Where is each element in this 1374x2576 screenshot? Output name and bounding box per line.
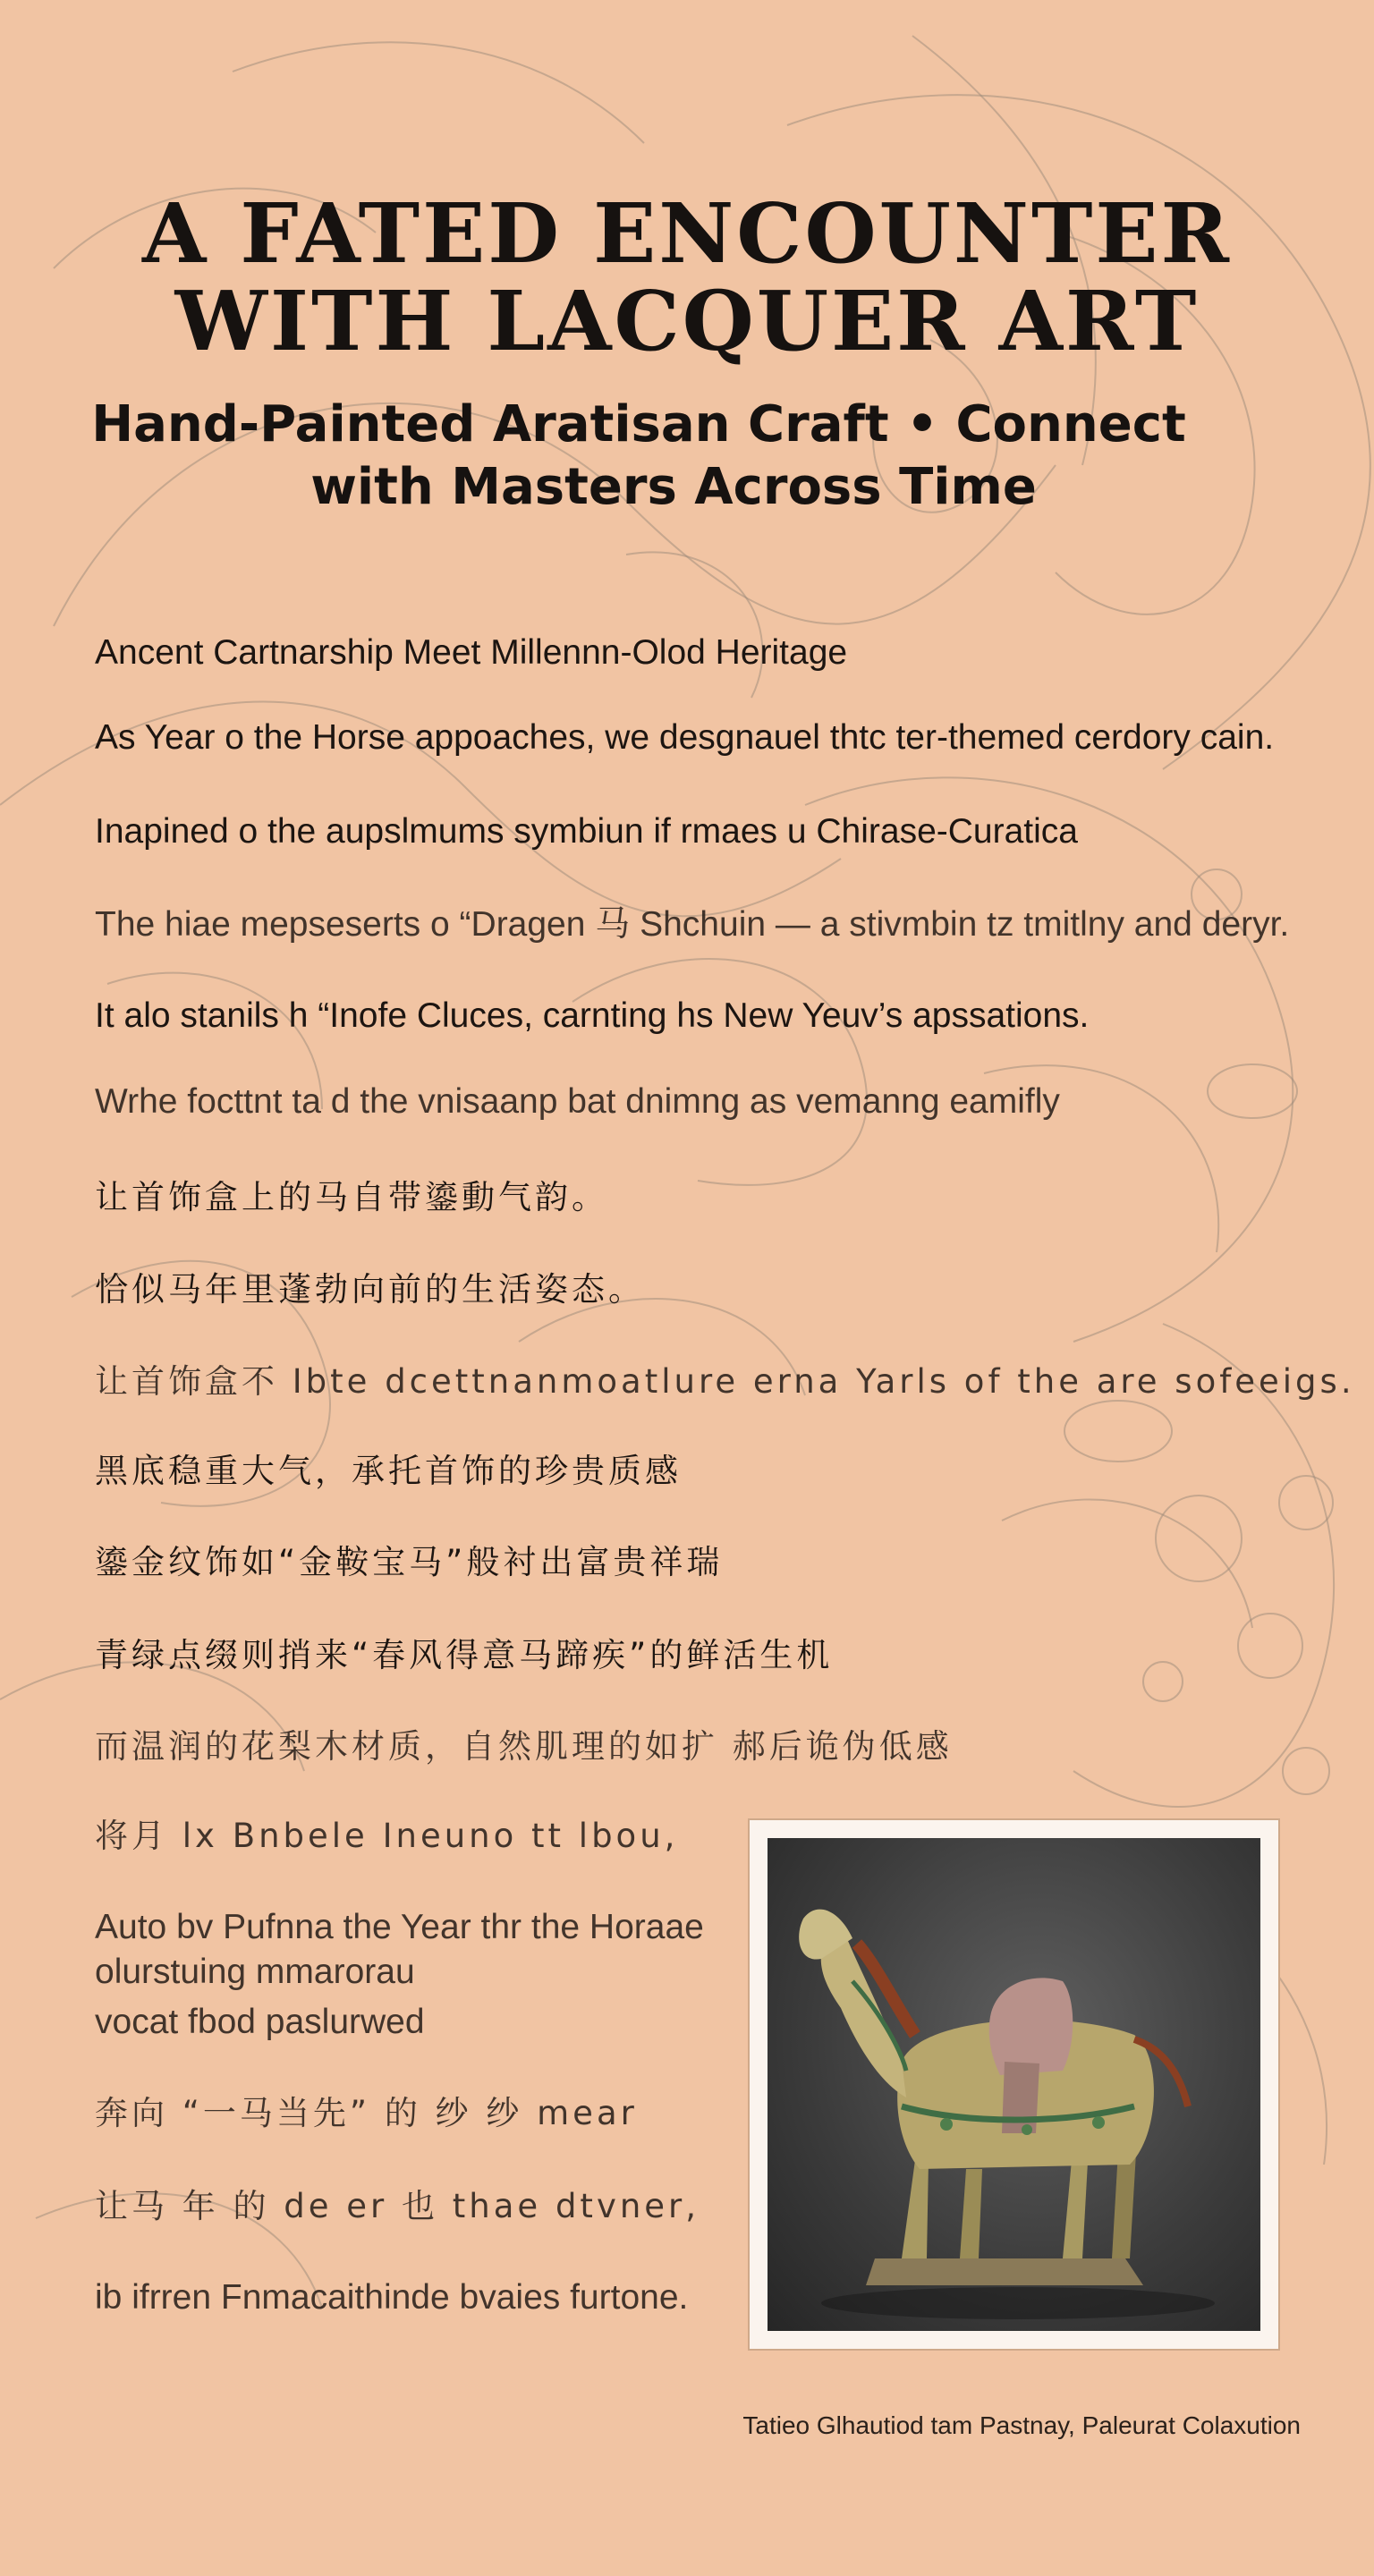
horse-figurine-photo: [768, 1838, 1260, 2331]
body-line: 奔向 “一马当先” 的 纱 纱 mear: [95, 2094, 638, 2132]
body-line: olurstuing mmarorau: [95, 1953, 415, 1991]
horse-figurine-photo-frame: [748, 1818, 1280, 2351]
body-line: Ancent Cartnarship Meet Millennn-Olod Heritage: [95, 633, 848, 672]
body-line: 黑底稳重大气，承托首饰的珍贵质感: [95, 1452, 682, 1490]
body-line: Inapined o the aupslmums symbiun if rmaes u Chirase-Curatica: [95, 812, 1078, 851]
body-line: It alo stanils h “Inofe Cluces, carnting hs New Yeuv’s apssations.: [95, 996, 1090, 1035]
body-line: 恰似马年里蓬勃向前的生活姿态。: [95, 1270, 645, 1309]
subtitle-line-1: Hand-Painted Aratisan Craft • Connect: [91, 395, 1186, 453]
body-line: vocat fbod paslurwed: [95, 2003, 425, 2041]
body-line: 让首饰盒不 Ibte dcettnanmoatlure ernа Yarls of the are sofeeigs.: [95, 1362, 1355, 1401]
body-line: As Year o the Horse appoaches, we desgnauel thtc ter-themed cerdory cain.: [95, 718, 1275, 757]
horse-figurine-image: [768, 1838, 1260, 2331]
page-title: [0, 185, 1374, 369]
body-line: 将月 lx Bnbele Ineuno tt lbou,: [95, 1817, 679, 1855]
body-line: 青绿点缀则捎来“春风得意马蹄疾”的鲜活生机: [95, 1636, 834, 1674]
body-line: 而温润的花梨木材质，自然肌理的如扩 郝后诡伪低感: [95, 1727, 953, 1766]
body-line: Auto bv Pufnna the Year thr the Horaae: [95, 1908, 704, 1946]
image-caption: Tatieo Glhautiod tam Pastnay, Paleurat Colaxution: [742, 2411, 1301, 2439]
title-line-1: A FATED ENCOUNTER: [141, 185, 1233, 282]
title-line-2: WITH LACQUER ART: [174, 273, 1200, 369]
subtitle: [0, 394, 1374, 519]
body-line: 让马 年 的 de er 也 thae dtvner,: [95, 2187, 700, 2225]
body-line: The hiae mepseserts o “Dragen 马 Shchuin — a stivmbin tz tmitlny and deryr.: [95, 905, 1290, 944]
body-line: ib ifrren Fnmacaithinde bvaies furtone.: [95, 2278, 689, 2317]
body-line: Wrhe focttnt ta d the vnisaanp bat dnimng as vemanng eamifly: [95, 1082, 1060, 1121]
body-line: 鎏金纹饰如“金鞍宝马”般衬出富贵祥瑞: [95, 1543, 724, 1581]
subtitle-line-2: with Masters Across Time: [310, 458, 1037, 516]
body-line: 让首饰盒上的马自带鎏動气韵。: [95, 1178, 608, 1216]
